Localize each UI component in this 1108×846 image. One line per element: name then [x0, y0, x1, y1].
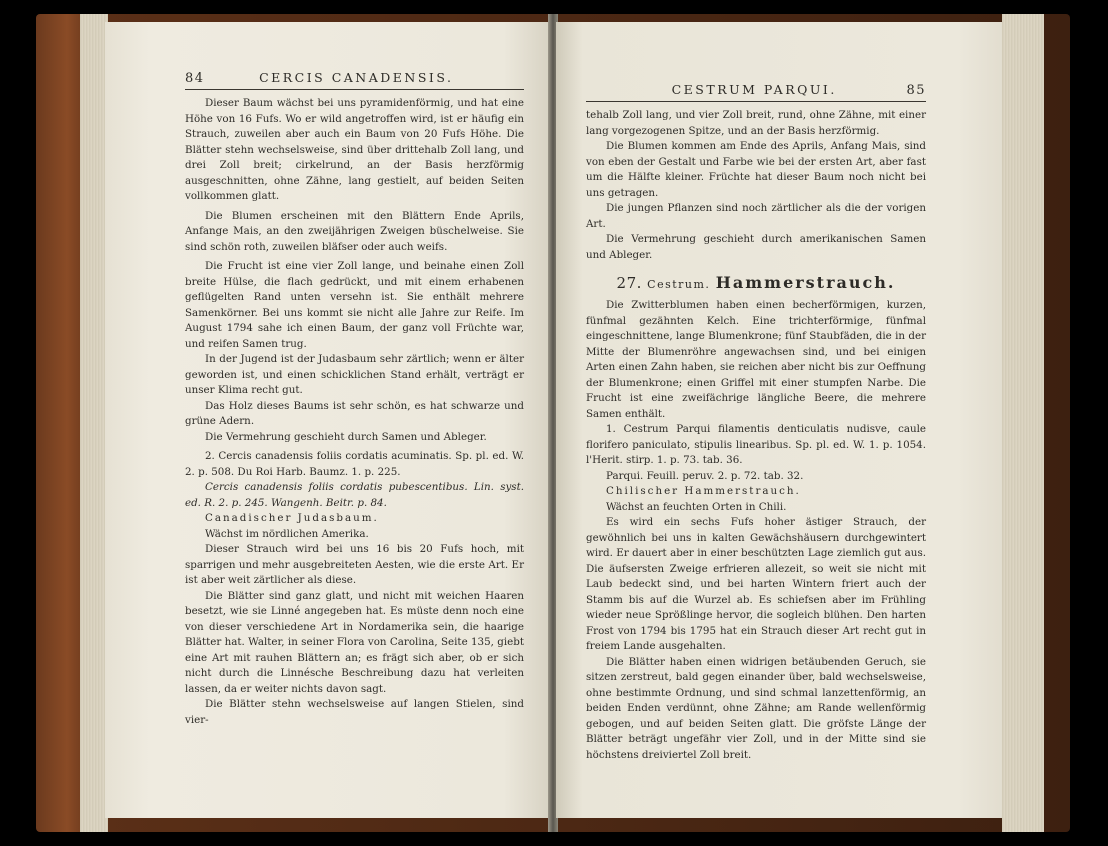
species-synonym: Parqui. Feuill. peruv. 2. p. 72. tab. 32.: [606, 469, 804, 482]
left-page: [105, 22, 548, 818]
left-running-head: [185, 70, 524, 90]
left-page-edges: [80, 14, 108, 832]
left-paragraph: Das Holz dieses Baums ist sehr schön, es hat schwarze und grüne Adern.: [185, 399, 524, 427]
right-paragraph: Die Blätter haben einen widrigen betäubenden Geruch, sie sitzen zerstreut, bald gegen einander über, bald wechselsweise, ohne bestimmte Ordnung, und sind schmal lanzettenförmig, an beiden Enden verdünnt, ohne Zähne; am Rande wellenförmig gebogen, und auf beiden Seiten glatt. Die gröfste Länge der Blätter beträgt ungefähr vier Zoll, und in der Mitte sind sie höchstens dreiviertel Zoll breit.: [586, 655, 926, 761]
right-paragraph: tehalb Zoll lang, und vier Zoll breit, rund, ohne Zähne, mit einer lang vorgezogenen Spitze, und an der Basis herzförmig.: [586, 109, 926, 137]
species-synonym: Cercis canadensis foliis cordatis pubescentibus. Lin. syst. ed. R. 2. p. 245. Wangenh. Beitr. p. 84.: [185, 481, 524, 509]
species-entry: 1. Cestrum Parqui filamentis denticulatis nudisve, caule florifero paniculato, stipulis linearibus. Sp. pl. ed. W. 1. p. 1054. l'Herit. stirp. 1. p. 73. tab. 36.: [586, 423, 926, 466]
section-name: Hammerstrauch.: [715, 273, 896, 292]
left-paragraph: Die Vermehrung geschieht durch Samen und Ableger.: [205, 430, 487, 443]
left-paragraph: Die Blumen erscheinen mit den Blättern Ende Aprils, Anfange Mais, an den zweijährigen Zweigen büschelweise. Sie sind schön roth, zuweilen bläfser oder auch weifs.: [185, 209, 524, 253]
left-paragraph: Dieser Strauch wird bei uns 16 bis 20 Fufs hoch, mit sparrigen und mehr ausgebreiteten Aesten, wie die erste Art. Er ist aber weit zärtlicher als diese.: [185, 543, 524, 586]
left-paragraph: In der Jugend ist der Judasbaum sehr zärtlich; wenn er älter geworden ist, und einen schicklichen Stand erhält, verträgt er unser Klima recht gut.: [185, 353, 524, 396]
left-running-title: CERCIS CANADENSIS.: [259, 70, 454, 85]
section-number: 27.: [616, 274, 642, 292]
right-paragraph: Die jungen Pflanzen sind noch zärtlicher als die der vorigen Art.: [586, 202, 926, 230]
right-paragraph: Es wird ein sechs Fufs hoher ästiger Strauch, der gewöhnlich bei uns in kalten Gewächshäusern durchgewintert wird. Er dauert aber in einer beschützten Lage ziemlich gut aus. Die äufsersten Zweige erfrieren allezeit, so weit sie nicht mit Laub bedeckt sind, und bei harten Wintern friert auch der Stamm bis auf die Wurzel ab. Es schiefsen aber im Frühling wieder neue Sprößlinge hervor, die sogleich blühen. Den harten Frost von 1794 bis 1795 hat ein Strauch dieser Art recht gut in freiem Lande ausgehalten.: [586, 516, 926, 652]
section-genus: Cestrum.: [647, 278, 711, 291]
species-entry: 2. Cercis canadensis foliis cordatis acuminatis. Sp. pl. ed. W. 2. p. 508. Du Roi Harb. Baumz. 1. p. 225.: [185, 450, 524, 478]
right-page-edges: [1002, 14, 1044, 832]
species-common-name: Canadischer Judasbaum.: [205, 512, 379, 524]
left-paragraph: Die Blätter stehn wechselsweise auf langen Stielen, sind vier-: [185, 698, 524, 726]
right-paragraph: Die Vermehrung geschieht durch amerikanischen Samen und Ableger.: [586, 233, 926, 261]
right-running-head: [586, 82, 926, 102]
species-habitat: Wächst an feuchten Orten in Chili.: [606, 500, 787, 513]
left-page-number: 84: [185, 71, 205, 86]
right-page-number: 85: [906, 83, 926, 98]
left-paragraph: Dieser Baum wächst bei uns pyramidenförmig, und hat eine Höhe von 16 Fufs. Wo er wild angetroffen wird, ist er häufig ein Strauch, zuweilen aber auch ein Baum von 20 Fufs Höhe. Die Blätter stehn wechselsweise, sind über drittehalb Zoll lang, und drei Zoll breit; cirkelrund, an der Basis herzförmig ausgeschnitten, ohne Zähne, lang gestielt, auf beiden Seiten vollkommen glatt.: [185, 97, 524, 202]
species-common-name: Chilischer Hammerstrauch.: [606, 485, 801, 497]
right-running-title: CESTRUM PARQUI.: [671, 82, 837, 97]
left-paragraph: Die Frucht ist eine vier Zoll lange, und beinahe einen Zoll breite Hülse, die flach gedrückt, und mit einem erhabenen geflügelten Rand unten versehn ist. Sie enthält mehrere Samenkörner. Bei uns kommt sie nicht alle Jahre zur Reife. Im August 1794 sahe ich einen Baum, der ganz voll Früchte war, und reifen Samen trug.: [185, 260, 524, 350]
left-paragraph: Die Blätter sind ganz glatt, und nicht mit weichen Haaren besetzt, wie sie Linné angegeben hat. Es müste denn noch eine von dieser verschiedene Art in Nordamerika sein, die haarige Blätter hat. Walter, in seiner Flora von Carolina, Seite 135, giebt eine Art mit rauhen Blättern an; es frägt sich aber, ob er sich nicht durch die Linnésche Beschreibung dazu hat verleiten lassen, da er weiter nichts davon sagt.: [185, 589, 524, 695]
right-paragraph: Die Blumen kommen am Ende des Aprils, Anfang Mais, sind von eben der Gestalt und Farbe wie bei der ersten Art, aber fast um die Hälfte kleiner. Früchte hat dieser Baum noch nicht bei uns getragen.: [586, 140, 926, 199]
right-page: [556, 22, 1002, 818]
section-heading: [586, 273, 926, 292]
right-paragraph: Die Zwitterblumen haben einen becherförmigen, kurzen, fünfmal gezähnten Kelch. Eine trichterförmige, fünfmal eingeschnittene, lange Blumenkrone; fünf Staubfäden, die in der Mitte der Blumenröhre angewachsen sind, und bei einigen Arten einen Zahn haben, sie reichen aber nicht bis zur Oeffnung der Blumenkrone; einen Griffel mit einer stumpfen Narbe. Die Frucht ist eine zweifächrige längliche Beere, die mehrere Samen enthält.: [586, 299, 926, 420]
species-habitat: Wächst im nördlichen Amerika.: [205, 527, 369, 540]
